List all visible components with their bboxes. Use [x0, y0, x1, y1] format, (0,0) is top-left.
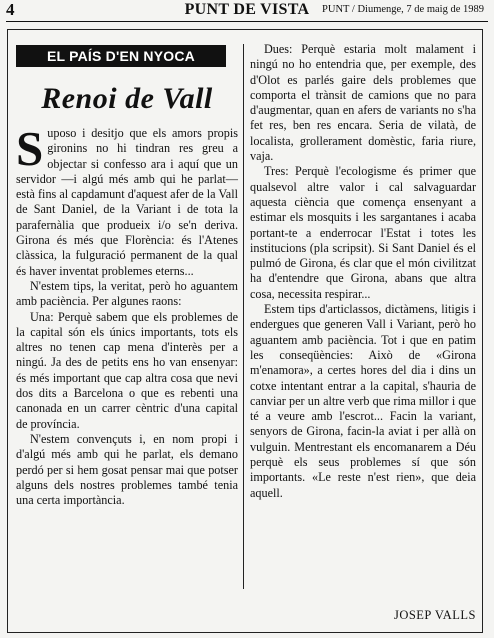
column-divider: [243, 44, 244, 589]
author-signature: JOSEP VALLS: [393, 608, 476, 622]
paragraph-text: uposo i desitjo que els amors propis gironins no hi tindran res greu a objectar si confesso ara i aquí que un servidor —i algú més amb qui he parlat— està fins al capdamunt d'aquest afer de la Vall de Sant Daniel, de la Variant i de tota la parafernàlia que produeix i/o se'n deriva. Girona és més que Florència: és l'Atenes clàssica, la fulguració permanent de la qual és haver inventat problemes eterns...: [16, 126, 238, 278]
paragraph: [16, 121, 238, 279]
paragraph: Tres: Perquè l'ecologisme és primer que qualsevol altre valor i cal salvaguardar aquesta ciència que comença ensenyant a estimar els mosquits i les sargantanes i acaba portant-te a enderrocar l'Estat i totes les institucions (pla scripsit). Si Sant Daniel és el pulmó de Girona, és clar que el món civilitzat ha d'entendre que Girona, abans que altra cosa, necessita respirar...: [250, 164, 476, 301]
right-column: [250, 42, 476, 501]
article-title: Renoi de Vall: [41, 82, 213, 115]
date-line: PUNT / Diumenge, 7 de maig de 1989: [322, 4, 484, 15]
paragraph: Estem tips d'articlassos, dictàmens, litigis i endergues que generen Vall i Variant, però ho aguantem amb paciència. Tot i que en patim les conseqüències: Això de «Girona m'enamora», a certes hores del dia i dins un cotxe intentant entrar a la capital, s'hauria de canviar per un altre verb que rima millor i que té a veure amb l'escrot... Facin la variant, senyors de Girona, facin-la aviat i per allà on vulguin. Mentrestant els encomanarem a Déu perquè els seus problemes sí que són importants. «Le reste n'est rien», que deia aquell.: [250, 302, 476, 500]
paragraph: N'estem convençuts i, en nom propi i d'algú més amb qui he parlat, els demano perdó per si hem gosat pensar mai que potser alguns dels nostres problemes també tenia una certa importància.: [16, 431, 238, 508]
paragraph: Una: Perquè sabem que els problemes de la capital són els únics importants, tots els altres no tenen cap mena d'interès per a ningú. Ja des de petits ens ho van ensenyar: és més important que cap altra cosa que nevi dos dits a Barcelona o que es rebenti una canonada en un carrer cèntric d'una capital de província.: [16, 309, 238, 431]
drop-cap: S: [16, 121, 44, 176]
page-header: [0, 0, 494, 22]
section-title: PUNT DE VISTA: [184, 1, 310, 18]
paragraph: N'estem tips, la veritat, però ho aguantem amb paciència. Per algunes raons:: [16, 278, 238, 309]
paragraph: Dues: Perquè estaria molt malament i ningú no ho entendria que, per exemple, des d'Olot es parlés gaire dels problemes que comporta el trànsit de camions que no para d'augmentar, quan en afers de variants no s'ha fet res, ben res encara. Seria de vilatà, de localista, grollerament domèstic, faria riure, vaja.: [250, 42, 476, 164]
column-kicker: EL PAÍS D'EN NYOCA: [16, 45, 226, 67]
page-number: 4: [6, 0, 15, 19]
header-rule: [6, 21, 488, 22]
left-column: [16, 121, 238, 508]
